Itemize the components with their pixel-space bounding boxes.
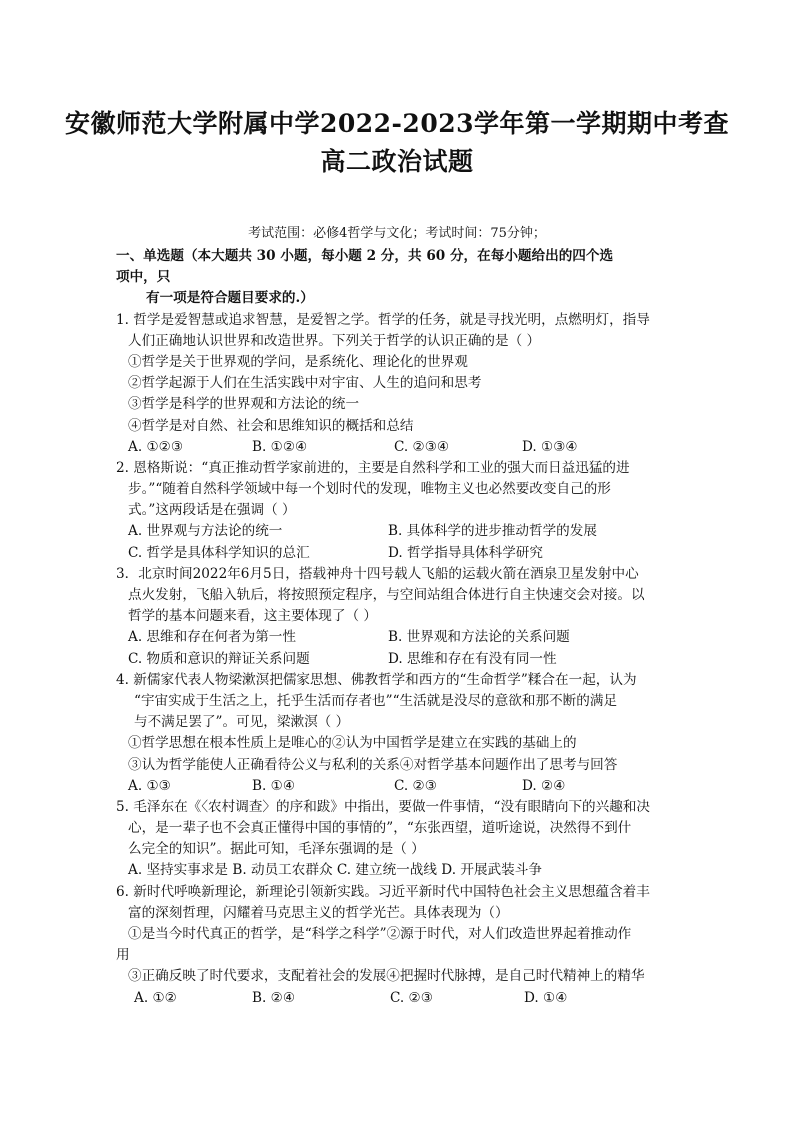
question-stem: 6. 新时代呼唤新理论，新理论引领新实践。习近平新时代中国特色社会主义思想蕴含着丰	[116, 883, 650, 900]
question-stem: 步。”“随着自然科学领域中每一个划时代的发现，唯物主义也必然要改变自己的形	[128, 481, 611, 498]
question-5	[116, 797, 688, 882]
question-stem: 与不满足罢了”。可见，梁漱溟（ ）	[134, 714, 350, 731]
option-a: A. ①③	[128, 777, 171, 794]
statement: 用	[116, 947, 130, 964]
section-heading-cont: 项中，只	[116, 269, 171, 286]
question-4	[116, 670, 688, 797]
statement: ②哲学起源于人们在生活实践中对宇宙、人生的追问和思考	[128, 375, 482, 392]
statement: ①哲学是关于世界观的学问，是系统化、理论化的世界观	[128, 353, 468, 370]
option-row	[116, 627, 688, 648]
question-1	[116, 310, 688, 458]
statement: ③认为哲学能使人正确看待公义与私利的关系④对哲学基本问题作出了思考与回答	[128, 756, 618, 773]
option-a: A. ①②	[134, 989, 177, 1006]
question-6	[116, 882, 688, 1009]
question-stem: 心，是一辈子也不会真正懂得中国的事情的”，“东张西望，道听途说，决然得不到什	[128, 820, 632, 837]
option-row	[116, 649, 688, 670]
option-c: C. 哲学是具体科学知识的总汇	[128, 544, 310, 561]
section-heading-cont: 有一项是符合题目要求的.）	[146, 290, 314, 307]
statement: ④哲学是对自然、社会和思维知识的概括和总结	[128, 417, 414, 434]
exam-subtitle: 高二政治试题	[320, 147, 474, 176]
statement: ①是当今时代真正的哲学，是“科学之科学”②源于时代，对人们改造世界起着推动作	[128, 926, 632, 942]
exam-scope: 考试范围：必修4哲学与文化；考试时间：75分钟；	[248, 226, 546, 241]
option-row	[116, 543, 688, 564]
question-stem: 人们正确地认识世界和改造世界。下列关于哲学的认识正确的是（ ）	[128, 332, 541, 349]
option-d: D. 思维和存在有没有同一性	[388, 650, 557, 667]
option-b: B. 具体科学的进步推动哲学的发展	[388, 523, 597, 540]
option-b: B. ①②④	[252, 438, 308, 455]
option-c: C. ②③	[390, 989, 433, 1006]
statement: ①哲学思想在根本性质上是唯心的②认为中国哲学是建立在实践的基础上的	[128, 735, 577, 752]
question-stem: 1. 哲学是爱智慧或追求智慧，是爱智之学。哲学的任务，就是寻找光明，点燃明灯，指导	[116, 311, 650, 328]
option-b: B. 世界观和方法论的关系问题	[388, 629, 570, 646]
option-d: D. ①④	[524, 989, 568, 1006]
option-row	[116, 437, 688, 458]
question-stem: “宇宙实成于生活之上，托乎生活而存者也”“生活就是没尽的意欲和那不断的满足	[134, 692, 618, 709]
option-b: B. ②④	[252, 989, 296, 1006]
question-stem: 4. 新儒家代表人物梁漱溟把儒家思想、佛教哲学和西方的“生命哲学”糅合在一起，认为	[116, 671, 637, 688]
exam-title: 安徽师范大学附属中学2022-2023学年第一学期期中考查	[64, 109, 730, 138]
section-heading: 一、单选题（本大题共 30 小题，每小题 2 分，共 60 分，在每小题给出的四个选	[116, 248, 614, 264]
question-stem: 5. 毛泽东在《〈农村调查〉的序和跋》中指出，要做一件事情，“没有眼睛向下的兴趣和决	[116, 798, 650, 815]
option-row: A. 坚持实事求是 B. 动员工农群众 C. 建立统一战线 D. 开展武装斗争	[128, 862, 542, 879]
question-stem: 富的深刻哲理，闪耀着马克思主义的哲学光芒。具体表现为（）	[128, 904, 509, 921]
option-c: C. 物质和意识的辩证关系问题	[128, 650, 310, 667]
option-d: D. ②④	[522, 777, 566, 794]
option-row	[116, 776, 688, 797]
statement: ③哲学是科学的世界观和方法论的统一	[128, 396, 360, 413]
option-b: B. ①④	[252, 777, 296, 794]
option-a: A. 世界观与方法论的统一	[128, 523, 283, 540]
option-row	[116, 521, 688, 542]
question-stem: 点火发射，飞船入轨后，将按照预定程序，与空间站组合体进行自主快速交会对接。以	[128, 587, 645, 603]
question-section	[116, 246, 688, 1009]
option-d: D. ①③④	[522, 438, 578, 455]
question-3	[116, 564, 688, 670]
option-a: A. 思维和存在何者为第一性	[128, 629, 296, 646]
question-2	[116, 458, 688, 564]
question-stem: 式。”这两段话是在强调（ ）	[128, 502, 296, 519]
question-stem: 哲学的基本问题来看，这主要体现了（ ）	[128, 608, 378, 625]
option-c: C. ②③	[394, 777, 437, 794]
question-stem: 3．北京时间2022年6月5日，搭载神舟十四号载人飞船的运载火箭在酒泉卫星发射中心	[116, 565, 639, 582]
option-a: A. ①②③	[128, 438, 184, 455]
question-stem: 2. 恩格斯说：“真正推动哲学家前进的，主要是自然科学和工业的强大而日益迅猛的进	[116, 459, 630, 476]
option-row	[116, 988, 688, 1009]
option-c: C. ②③④	[394, 438, 450, 455]
option-d: D. 哲学指导具体科学研究	[388, 544, 543, 561]
statement: ③正确反映了时代要求，支配着社会的发展④把握时代脉搏，是自己时代精神上的精华	[128, 968, 645, 985]
question-stem: 么完全的知识”。据此可知，毛泽东强调的是（ ）	[128, 841, 425, 858]
